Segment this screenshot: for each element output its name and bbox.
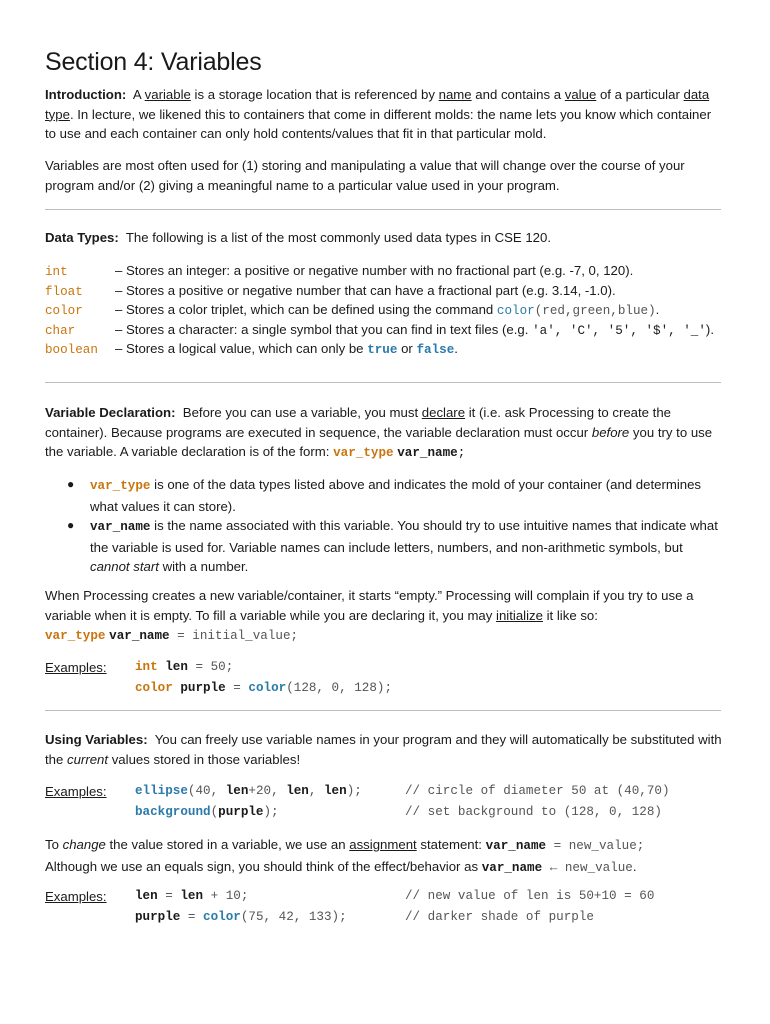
example-row xyxy=(45,907,725,928)
term-before: before xyxy=(591,424,630,440)
code-var-type: var_type xyxy=(45,629,106,644)
declaration-paragraph xyxy=(45,403,725,464)
section-divider xyxy=(45,710,721,711)
type-description: . xyxy=(655,302,660,318)
type-boolean: boolean xyxy=(45,343,98,358)
code-variable: len xyxy=(135,889,158,903)
bullet-text: is the name associated with this variable. You should try to use intuitive names that indicate what the variable is used for. Variable names can include letters, numbers, and non-arithmetic symbols, but xyxy=(90,518,718,555)
code-var-name: var_name xyxy=(481,860,543,875)
code-variable: purple xyxy=(218,805,264,819)
initialize-paragraph xyxy=(45,586,725,647)
code-variable: purple xyxy=(135,910,181,924)
type-description: . xyxy=(454,341,458,357)
assignment-examples xyxy=(45,886,725,928)
bullet-item xyxy=(45,475,725,516)
code-args: (75, 42, 133); xyxy=(240,910,347,924)
section-divider xyxy=(45,209,721,210)
code-args: ); xyxy=(263,805,279,819)
example-row xyxy=(45,678,725,699)
intro-text: A xyxy=(132,87,145,102)
data-type-row xyxy=(45,339,725,359)
intro-text: is a storage location that is referenced by xyxy=(190,87,439,102)
code-var-name: var_name xyxy=(90,520,151,535)
assignment-text: statement: xyxy=(416,837,486,852)
code-variable: len xyxy=(324,784,347,798)
code-args: ( xyxy=(210,805,219,819)
code-char-examples: 'a', 'C', '5', '$', '_' xyxy=(532,323,706,338)
type-float: float xyxy=(45,284,83,299)
using-paragraph xyxy=(45,730,725,769)
data-types-list xyxy=(45,261,725,359)
data-type-row xyxy=(45,320,725,340)
code-variable: len xyxy=(225,784,249,798)
code-value: + 10; xyxy=(203,889,249,903)
section-divider xyxy=(45,382,721,383)
code-comment: // set background to (128, 0, 128) xyxy=(405,805,662,819)
assignment-text: the value stored in a variable, we use an xyxy=(105,837,350,852)
intro-paragraph xyxy=(45,85,725,144)
data-types-intro-text: The following is a list of the most commonly used data types in CSE 120. xyxy=(125,230,552,245)
code-variable: len xyxy=(180,889,204,903)
code-variable: purple xyxy=(180,681,226,695)
example-code xyxy=(135,886,248,907)
code-args: (128, 0, 128); xyxy=(286,681,393,695)
code-keyword: int xyxy=(135,660,158,674)
bullet-text: with a number. xyxy=(158,559,249,575)
declaration-bullets xyxy=(45,475,725,577)
term-declare: declare xyxy=(421,405,466,420)
code-args: (40, xyxy=(187,784,226,798)
declaration-label: Variable Declaration: xyxy=(45,405,176,420)
code-args: , xyxy=(308,784,324,798)
code-var-type: var_type xyxy=(333,446,394,461)
code-args: ); xyxy=(346,784,362,798)
term-change: change xyxy=(62,837,106,852)
example-row xyxy=(45,886,725,907)
example-row xyxy=(45,781,725,802)
bullet-item xyxy=(45,516,725,577)
initialize-text: When Processing creates a new variable/container, it starts “empty.” Processing will complain if you try to use a variable when it is empty. To fill a variable while you are declaring it, you may xyxy=(45,588,694,623)
examples-label: Examples: xyxy=(45,889,107,904)
example-code xyxy=(135,657,233,678)
code-variable: len xyxy=(286,784,309,798)
type-description: – Stores a positive or negative number that can have a fractional part (e.g. 3.14, -1.0). xyxy=(115,282,616,298)
example-row xyxy=(45,802,725,823)
code-var-name: var_name xyxy=(109,629,170,644)
code-comment: // darker shade of purple xyxy=(405,910,594,924)
code-keyword: color xyxy=(135,681,173,695)
bullet-dot: ● xyxy=(67,477,75,491)
example-code xyxy=(135,907,347,928)
code-var-name: var_name xyxy=(397,446,458,461)
declaration-text: Before you can use a variable, you must xyxy=(182,405,422,420)
page-title: Section 4: Variables xyxy=(45,48,262,76)
examples-label: Examples: xyxy=(45,784,107,799)
type-color: color xyxy=(45,304,83,319)
term-assignment: assignment xyxy=(349,837,417,852)
using-text: values stored in those variables! xyxy=(108,751,301,767)
code-semicolon: ; xyxy=(457,446,466,461)
type-description: ). xyxy=(705,321,714,337)
example-row xyxy=(45,657,725,678)
term-variable: variable xyxy=(144,87,191,102)
code-color-args: (red,green,blue) xyxy=(534,304,656,319)
code-function: ellipse xyxy=(135,784,188,798)
code-true: true xyxy=(367,343,398,358)
type-int: int xyxy=(45,265,68,279)
examples-label: Examples: xyxy=(45,660,107,675)
intro-text: and contains a xyxy=(471,87,565,102)
code-equals: = xyxy=(180,910,204,924)
code-equals: = xyxy=(157,889,181,903)
term-current: current xyxy=(67,751,109,767)
using-examples xyxy=(45,781,725,823)
initialize-text: it like so: xyxy=(542,607,598,623)
code-new-value: = new_value; xyxy=(546,839,645,853)
code-equals: = xyxy=(225,681,249,695)
data-types-intro xyxy=(45,228,725,248)
bullet-text: is one of the data types listed above and indicates the mold of your container (and determines what values it can store). xyxy=(90,477,702,514)
example-code xyxy=(135,802,279,823)
code-false: false xyxy=(416,343,455,358)
intro-label: Introduction: xyxy=(45,87,127,102)
data-type-row xyxy=(45,281,725,301)
code-variable: len xyxy=(165,660,188,674)
example-code xyxy=(135,781,362,802)
assignment-paragraph xyxy=(45,835,725,878)
term-data-type: data type xyxy=(45,87,710,122)
assignment-text: Although we use an equals sign, you should think of the effect/behavior as xyxy=(45,858,482,874)
code-function: background xyxy=(135,805,211,819)
code-arrow-value: ← new_value xyxy=(542,860,633,875)
code-function: color xyxy=(248,681,287,695)
code-comment: // circle of diameter 50 at (40,70) xyxy=(405,784,670,798)
type-description: – Stores an integer: a positive or negative number with no fractional part (e.g. -7, 0, 120). xyxy=(115,263,634,278)
type-description: – Stores a logical value, which can only be xyxy=(115,341,368,357)
type-char: char xyxy=(45,323,76,338)
code-var-name: var_name xyxy=(485,839,547,853)
using-label: Using Variables: xyxy=(45,732,148,747)
type-description: – Stores a color triplet, which can be defined using the command xyxy=(115,302,497,318)
declaration-examples xyxy=(45,657,725,699)
type-description: or xyxy=(397,341,417,357)
code-function: color xyxy=(203,910,241,924)
type-description: – Stores a character: a single symbol that you can find in text files (e.g. xyxy=(115,321,533,337)
assignment-text: . xyxy=(632,858,637,874)
code-var-type: var_type xyxy=(90,479,151,493)
code-color-function: color xyxy=(496,304,535,319)
declaration-text: you try to use the variable. A variable declaration is of the form: xyxy=(45,424,713,460)
using-text: You can freely use variable names in your program and they will automatically be substituted with the xyxy=(45,732,722,767)
term-name: name xyxy=(438,87,472,102)
intro-paragraph-2: Variables are most often used for (1) storing and manipulating a value that will change over the course of your program and/or (2) giving a meaningful name to a particular value used in your program. xyxy=(45,158,685,193)
code-value: = 50; xyxy=(187,660,234,674)
code-args: +20, xyxy=(248,784,287,798)
term-cannot-start: cannot start xyxy=(90,559,159,575)
code-comment: // new value of len is 50+10 = 60 xyxy=(405,889,655,903)
assignment-text: To xyxy=(45,837,63,852)
code-initial-value: = initial_value; xyxy=(169,629,299,644)
example-code xyxy=(135,678,392,699)
bullet-dot: ● xyxy=(67,518,75,533)
data-type-row xyxy=(45,261,725,281)
data-type-row xyxy=(45,300,725,320)
intro-text: of a particular xyxy=(596,87,684,102)
term-initialize: initialize xyxy=(496,607,543,623)
data-types-label: Data Types: xyxy=(45,230,119,245)
declaration-text: it (i.e. ask Processing to create the container). Because programs are executed in sequence, the variable declaration must occur xyxy=(45,405,672,440)
term-value: value xyxy=(564,87,597,102)
intro-text: . In lecture, we likened this to containers that come in different molds: the name lets you know which container to use and each container can only hold contents/values that fit in that particular mold. xyxy=(45,106,712,142)
